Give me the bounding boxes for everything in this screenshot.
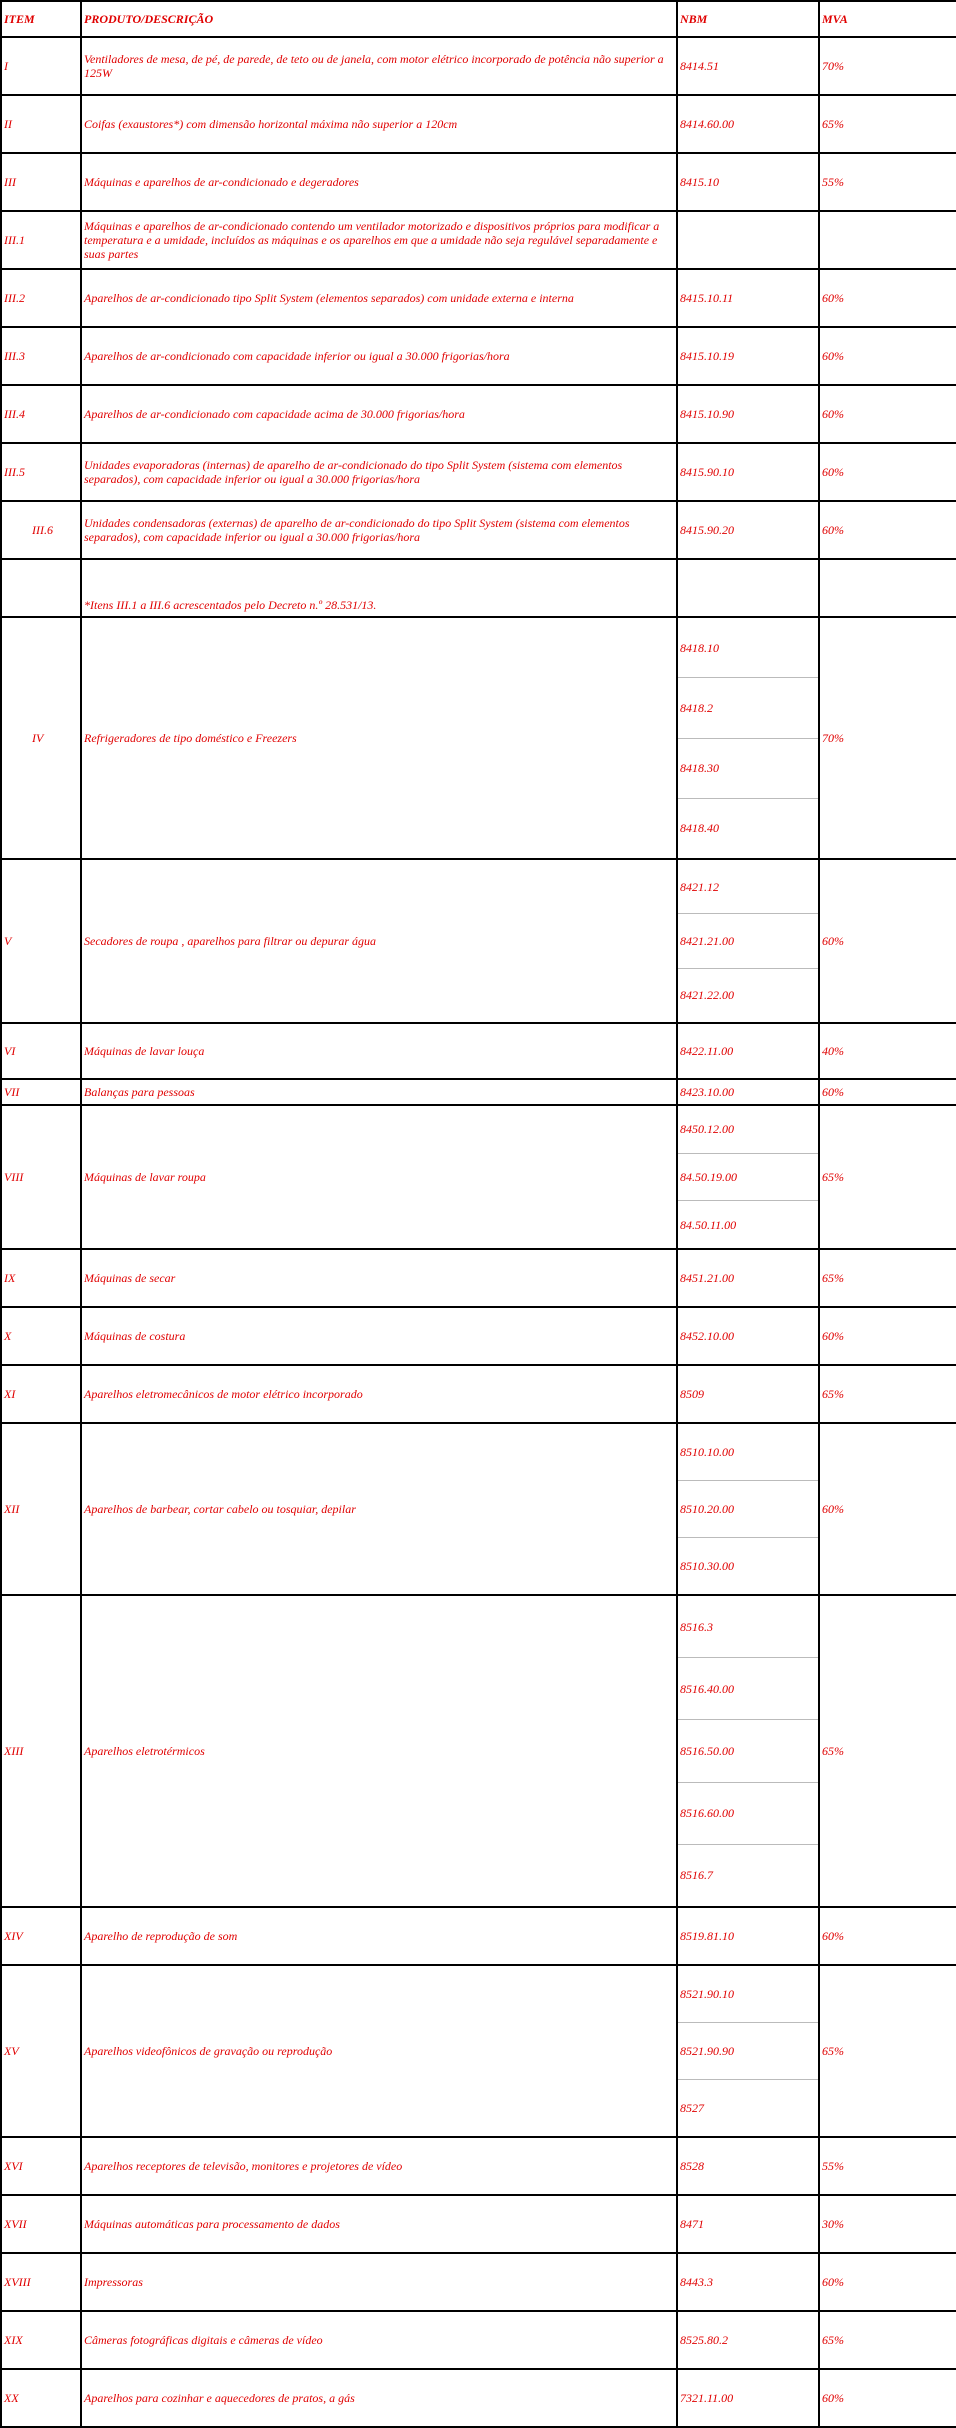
item-cell: XX	[1, 2369, 81, 2427]
nbm-cell	[677, 1965, 819, 2137]
table-row	[1, 327, 956, 385]
table-row	[1, 385, 956, 443]
nbm-cell: 7321.11.00	[677, 2369, 819, 2427]
mva-cell: 60%	[819, 1907, 956, 1965]
nbm-code: 8421.12	[680, 879, 719, 894]
mva-cell: 60%	[819, 501, 956, 559]
header-item: ITEM	[1, 1, 81, 37]
mva-cell: 60%	[819, 443, 956, 501]
table-row	[1, 1423, 956, 1595]
nbm-cell: 8415.10.19	[677, 327, 819, 385]
item-cell: XIV	[1, 1907, 81, 1965]
nbm-code: 8516.7	[678, 1844, 818, 1906]
item-cell: II	[1, 95, 81, 153]
nbm-cell: 8525.80.2	[677, 2311, 819, 2369]
header-nbm: NBM	[677, 1, 819, 37]
description-cell: Ventiladores de mesa, de pé, de parede, de teto ou de janela, com motor elétrico incorporado de potência não superior a 125W	[81, 37, 677, 95]
item-cell: XI	[1, 1365, 81, 1423]
mva-cell: 70%	[819, 37, 956, 95]
nbm-cell: 8415.90.10	[677, 443, 819, 501]
item-cell: VI	[1, 1023, 81, 1079]
item-cell	[1, 559, 81, 617]
nbm-cell: 8528	[677, 2137, 819, 2195]
mva-cell: 55%	[819, 153, 956, 211]
nbm-code: 84.50.11.00	[678, 1200, 818, 1248]
description-cell: Unidades evaporadoras (internas) de aparelho de ar-condicionado do tipo Split System (sistema com elementos separados), com capacidade inferior ou igual a 30.000 frigorias/hora	[81, 443, 677, 501]
description-cell: Balanças para pessoas	[81, 1079, 677, 1105]
item-cell: I	[1, 37, 81, 95]
table-row	[1, 95, 956, 153]
description-cell: Impressoras	[81, 2253, 677, 2311]
table-row	[1, 1907, 956, 1965]
note-cell: *Itens III.1 a III.6 acrescentados pelo Decreto n.º 28.531/13.	[81, 559, 677, 617]
mva-cell: 65%	[819, 1595, 956, 1907]
nbm-cell: 8422.11.00	[677, 1023, 819, 1079]
mva-cell: 60%	[819, 1307, 956, 1365]
description-cell: Aparelhos para cozinhar e aquecedores de pratos, a gás	[81, 2369, 677, 2427]
table-row	[1, 1023, 956, 1079]
description-cell: Aparelhos de ar-condicionado tipo Split System (elementos separados) com unidade externa e interna	[81, 269, 677, 327]
item-cell: IX	[1, 1249, 81, 1307]
description-cell: Refrigeradores de tipo doméstico e Freezers	[81, 617, 677, 859]
mva-cell: 60%	[819, 2253, 956, 2311]
nbm-code: 8521.90.10	[680, 1987, 734, 2001]
item-cell: III	[1, 153, 81, 211]
mva-cell: 65%	[819, 1105, 956, 1249]
nbm-cell	[677, 1595, 819, 1907]
mva-cell: 70%	[819, 617, 956, 859]
nbm-code: 8516.60.00	[678, 1782, 818, 1844]
nbm-code: 8421.21.00	[678, 913, 818, 967]
description-cell: Câmeras fotográficas digitais e câmeras de vídeo	[81, 2311, 677, 2369]
nbm-cell: 8415.10	[677, 153, 819, 211]
nbm-code: 8527	[678, 2079, 818, 2136]
nbm-code: 8510.20.00	[678, 1480, 818, 1537]
nbm-code: 8421.22.00	[678, 968, 818, 1022]
nbm-code: 8450.12.00	[680, 1122, 734, 1137]
mva-cell: 30%	[819, 2195, 956, 2253]
nbm-cell	[677, 559, 819, 617]
description-cell: Aparelho de reprodução de som	[81, 1907, 677, 1965]
nbm-code: 8516.40.00	[678, 1657, 818, 1719]
description-cell: Coifas (exaustores*) com dimensão horizontal máxima não superior a 120cm	[81, 95, 677, 153]
mva-cell: 65%	[819, 1249, 956, 1307]
description-cell: Máquinas automáticas para processamento de dados	[81, 2195, 677, 2253]
table-row	[1, 859, 956, 1023]
item-cell: III.1	[1, 211, 81, 269]
nbm-cell: 8452.10.00	[677, 1307, 819, 1365]
mva-cell: 40%	[819, 1023, 956, 1079]
description-cell: Aparelhos de ar-condicionado com capacidade inferior ou igual a 30.000 frigorias/hora	[81, 327, 677, 385]
mva-cell: 60%	[819, 385, 956, 443]
description-cell: Máquinas de costura	[81, 1307, 677, 1365]
header-product: PRODUTO/DESCRIÇÃO	[81, 1, 677, 37]
mva-cell	[819, 211, 956, 269]
table-row	[1, 617, 956, 859]
nbm-cell: 8414.51	[677, 37, 819, 95]
table-row	[1, 37, 956, 95]
description-cell: Aparelhos de ar-condicionado com capacidade acima de 30.000 frigorias/hora	[81, 385, 677, 443]
item-cell: III.2	[1, 269, 81, 327]
table-row	[1, 2311, 956, 2369]
item-cell: XV	[1, 1965, 81, 2137]
nbm-cell: 8414.60.00	[677, 95, 819, 153]
item-cell: III.6	[1, 501, 81, 559]
item-cell: XVI	[1, 2137, 81, 2195]
table-row	[1, 269, 956, 327]
mva-cell: 55%	[819, 2137, 956, 2195]
description-cell: Aparelhos receptores de televisão, monitores e projetores de vídeo	[81, 2137, 677, 2195]
table-body	[1, 1, 956, 2427]
nbm-cell: 8509	[677, 1365, 819, 1423]
table-row	[1, 1307, 956, 1365]
description-cell: Máquinas de secar	[81, 1249, 677, 1307]
description-cell: Secadores de roupa , aparelhos para filtrar ou depurar água	[81, 859, 677, 1023]
nbm-cell: 8471	[677, 2195, 819, 2253]
description-cell: Máquinas e aparelhos de ar-condicionado e degeradores	[81, 153, 677, 211]
nbm-code: 8510.30.00	[678, 1537, 818, 1594]
nbm-code: 8418.10	[680, 640, 719, 655]
mva-cell: 65%	[819, 95, 956, 153]
nbm-cell	[677, 1105, 819, 1249]
table-row	[1, 153, 956, 211]
mva-cell: 65%	[819, 1965, 956, 2137]
item-cell: XVII	[1, 2195, 81, 2253]
nbm-cell	[677, 859, 819, 1023]
description-cell: Máquinas de lavar roupa	[81, 1105, 677, 1249]
table-row	[1, 1105, 956, 1249]
mva-cell: 60%	[819, 1423, 956, 1595]
table-row	[1, 1079, 956, 1105]
table-row	[1, 1365, 956, 1423]
table-row	[1, 1965, 956, 2137]
nbm-cell: 8519.81.10	[677, 1907, 819, 1965]
mva-cell: 60%	[819, 269, 956, 327]
mva-cell: 60%	[819, 859, 956, 1023]
table-row	[1, 1595, 956, 1907]
description-cell: Unidades condensadoras (externas) de aparelho de ar-condicionado do tipo Split System (sistema com elementos separados), com capacidade inferior ou igual a 30.000 frigorias/hora	[81, 501, 677, 559]
table-row	[1, 443, 956, 501]
nbm-cell: 8415.10.11	[677, 269, 819, 327]
nbm-cell: 8423.10.00	[677, 1079, 819, 1105]
description-cell: Aparelhos videofônicos de gravação ou reprodução	[81, 1965, 677, 2137]
table-row	[1, 559, 956, 617]
table-row	[1, 2195, 956, 2253]
table-row	[1, 1249, 956, 1307]
table-row	[1, 501, 956, 559]
mva-cell: 60%	[819, 327, 956, 385]
nbm-code: 8418.2	[678, 677, 818, 737]
mva-cell: 65%	[819, 2311, 956, 2369]
item-cell: VIII	[1, 1105, 81, 1249]
description-cell: Aparelhos de barbear, cortar cabelo ou tosquiar, depilar	[81, 1423, 677, 1595]
nbm-code: 8521.90.90	[678, 2022, 818, 2079]
item-cell: V	[1, 859, 81, 1023]
item-cell: VII	[1, 1079, 81, 1105]
item-cell: XIII	[1, 1595, 81, 1907]
nbm-cell: 8443.3	[677, 2253, 819, 2311]
nbm-cell: 8415.90.20	[677, 501, 819, 559]
nbm-cell	[677, 617, 819, 859]
nbm-cell	[677, 211, 819, 269]
nbm-code: 8516.50.00	[678, 1719, 818, 1781]
item-cell: III.3	[1, 327, 81, 385]
mva-cell	[819, 559, 956, 617]
nbm-code: 8418.40	[678, 798, 818, 858]
nbm-code: 84.50.19.00	[678, 1153, 818, 1201]
nbm-code: 8418.30	[678, 738, 818, 798]
nbm-cell	[677, 1423, 819, 1595]
nbm-cell: 8451.21.00	[677, 1249, 819, 1307]
description-cell: Máquinas de lavar louça	[81, 1023, 677, 1079]
item-cell: XIX	[1, 2311, 81, 2369]
table-row	[1, 211, 956, 269]
item-cell: X	[1, 1307, 81, 1365]
nbm-cell: 8415.10.90	[677, 385, 819, 443]
item-cell: XVIII	[1, 2253, 81, 2311]
nbm-code: 8510.10.00	[680, 1445, 734, 1459]
item-cell: III.5	[1, 443, 81, 501]
nbm-code: 8516.3	[680, 1619, 713, 1634]
item-cell: III.4	[1, 385, 81, 443]
mva-cell: 60%	[819, 2369, 956, 2427]
header-mva: MVA	[819, 1, 956, 37]
header-row	[1, 1, 956, 37]
item-cell: IV	[1, 617, 81, 859]
table-row	[1, 2137, 956, 2195]
item-cell: XII	[1, 1423, 81, 1595]
mva-cell: 65%	[819, 1365, 956, 1423]
table-row	[1, 2253, 956, 2311]
table-row	[1, 2369, 956, 2427]
description-cell: Aparelhos eletrotérmicos	[81, 1595, 677, 1907]
mva-cell: 60%	[819, 1079, 956, 1105]
description-cell: Aparelhos eletromecânicos de motor elétrico incorporado	[81, 1365, 677, 1423]
description-cell: Máquinas e aparelhos de ar-condicionado contendo um ventilador motorizado e dispositivos próprios para modificar a temperatura e a umidade, incluídos as máquinas e os aparelhos em que a umidade não seja regulável separadamente e suas partes	[81, 211, 677, 269]
